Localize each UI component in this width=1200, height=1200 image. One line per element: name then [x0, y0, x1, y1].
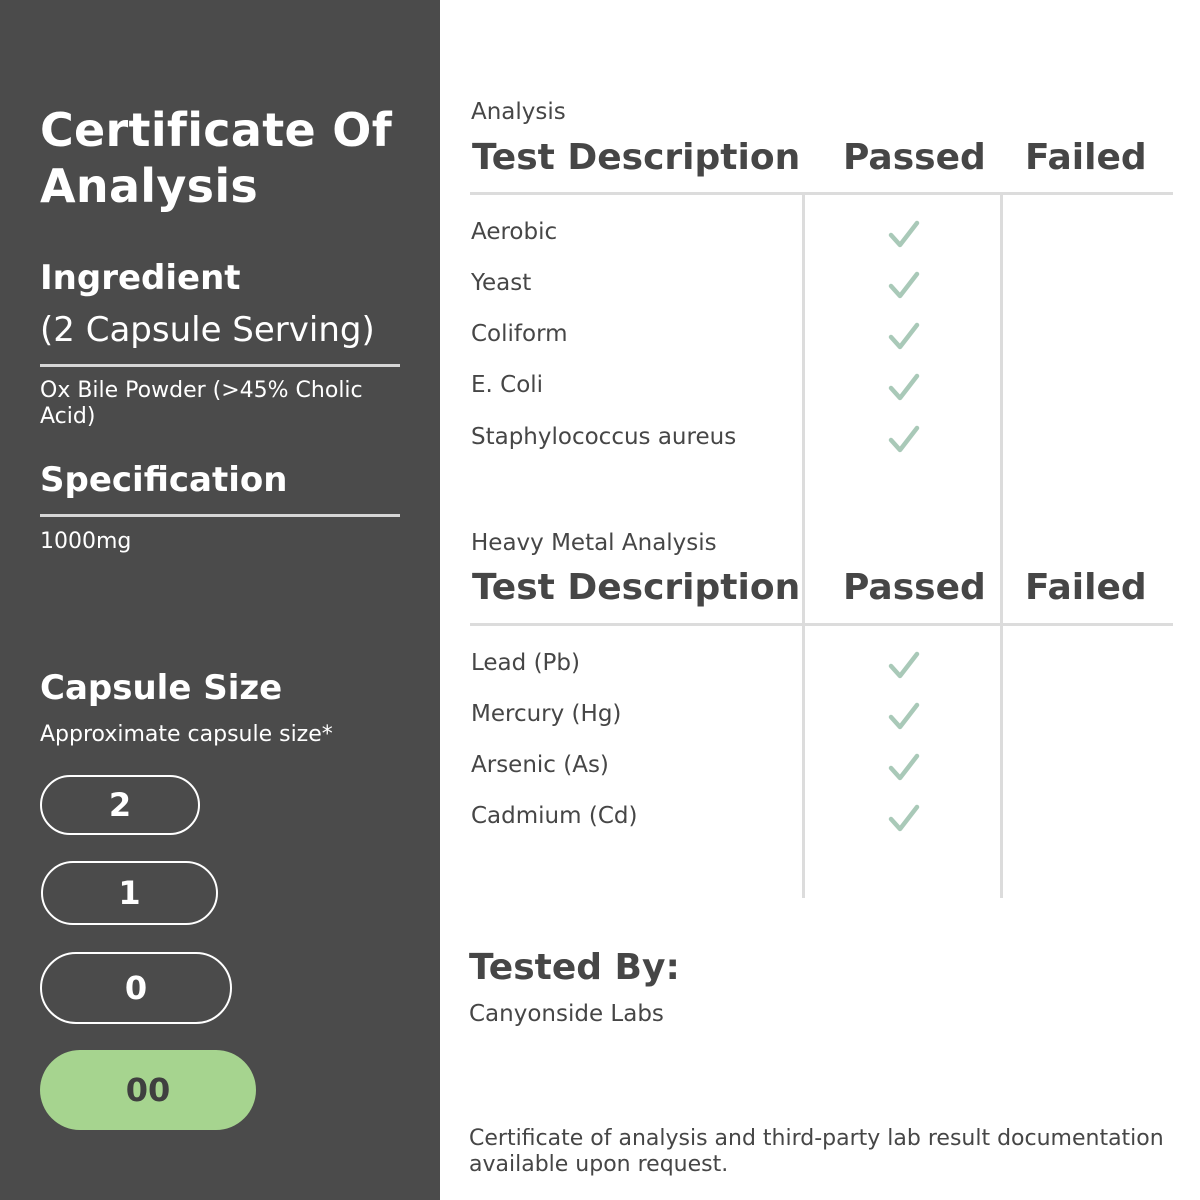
certificate-title: Certificate Of Analysis — [40, 103, 393, 213]
checkmark-icon — [888, 700, 920, 732]
ingredient-value: Ox Bile Powder (>45% Cholic Acid) — [40, 378, 363, 429]
heavy-metal-header-divider — [470, 623, 1173, 626]
heavy-metal-label: Heavy Metal Analysis — [471, 530, 717, 556]
checkmark-icon — [888, 218, 920, 250]
capsule-size-heading: Capsule Size — [40, 668, 283, 708]
heavy-metal-row-label: Arsenic (As) — [471, 752, 609, 778]
specification-divider — [40, 514, 400, 517]
failed-column-divider — [1000, 194, 1003, 898]
heavy-metal-col-failed: Failed — [1025, 567, 1147, 608]
heavy-metal-row-label: Cadmium (Cd) — [471, 803, 638, 829]
footer-note: Certificate of analysis and third-party lab result documentation available upon request. — [469, 1126, 1164, 1177]
analysis-row-label: Coliform — [471, 321, 568, 347]
heavy-metal-col-passed: Passed — [843, 567, 986, 608]
analysis-row-label: E. Coli — [471, 372, 544, 398]
capsule-size-00-selected: 00 — [40, 1050, 256, 1130]
ingredient-heading: Ingredient — [40, 258, 241, 298]
checkmark-icon — [888, 423, 920, 455]
checkmark-icon — [888, 649, 920, 681]
tested-by-heading: Tested By: — [469, 947, 680, 988]
analysis-col-passed: Passed — [843, 137, 986, 178]
analysis-col-description: Test Description — [472, 137, 801, 178]
capsule-size-0: 0 — [40, 952, 232, 1024]
capsule-size-subtitle: Approximate capsule size* — [40, 722, 333, 747]
analysis-row-label: Aerobic — [471, 219, 558, 245]
ingredient-serving: (2 Capsule Serving) — [40, 310, 375, 350]
passed-column-divider — [802, 194, 805, 898]
tested-by-lab: Canyonside Labs — [469, 1001, 664, 1027]
specification-heading: Specification — [40, 460, 288, 500]
heavy-metal-col-description: Test Description — [472, 567, 801, 608]
analysis-row-label: Yeast — [471, 270, 532, 296]
ingredient-heading-block — [40, 252, 420, 356]
checkmark-icon — [888, 320, 920, 352]
ingredient-divider — [40, 364, 400, 367]
capsule-size-1: 1 — [41, 861, 218, 925]
checkmark-icon — [888, 751, 920, 783]
checkmark-icon — [888, 371, 920, 403]
specification-value: 1000mg — [40, 529, 132, 554]
heavy-metal-row-label: Mercury (Hg) — [471, 701, 622, 727]
heavy-metal-row-label: Lead (Pb) — [471, 650, 580, 676]
capsule-size-2: 2 — [40, 775, 200, 835]
analysis-header-divider — [470, 192, 1173, 195]
left-panel — [0, 0, 440, 1200]
analysis-row-label: Staphylococcus aureus — [471, 424, 737, 450]
analysis-col-failed: Failed — [1025, 137, 1147, 178]
analysis-label: Analysis — [471, 99, 566, 125]
checkmark-icon — [888, 802, 920, 834]
checkmark-icon — [888, 269, 920, 301]
